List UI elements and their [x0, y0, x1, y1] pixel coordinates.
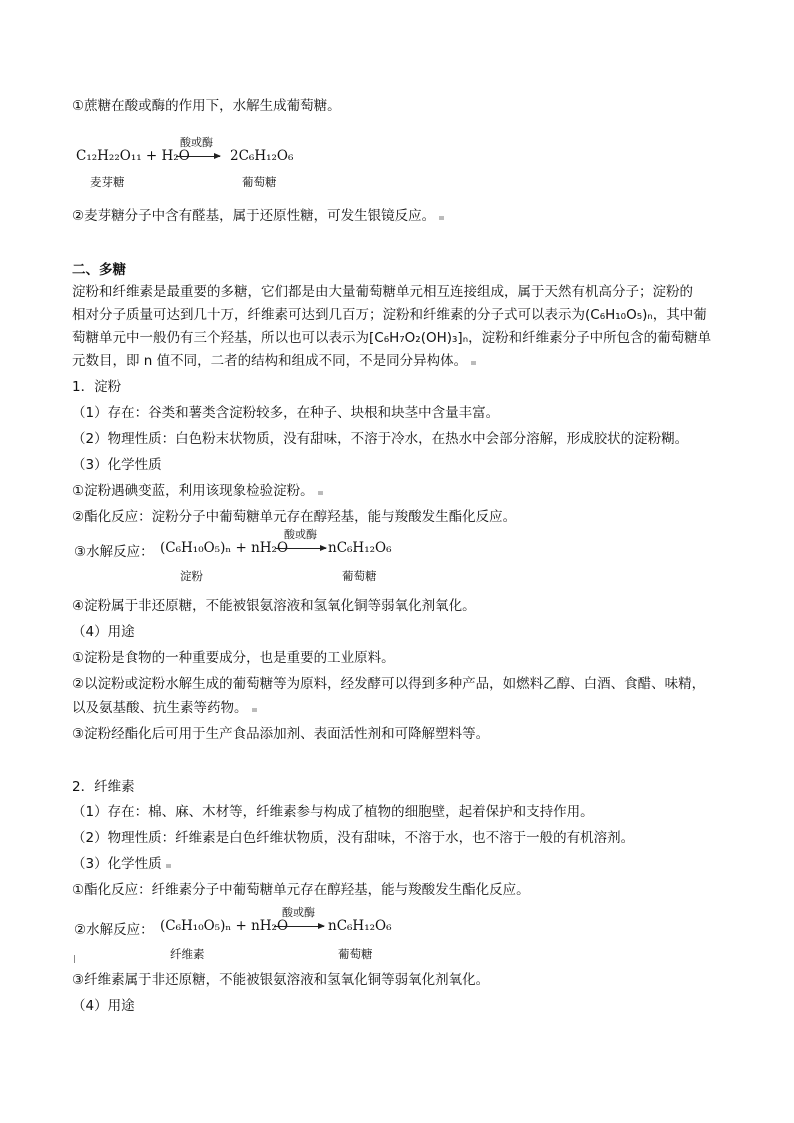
equation-label-product: 葡萄糖 — [342, 569, 377, 583]
starch-existence: （1）存在：谷类和薯类含淀粉较多，在种子、块根和块茎中含量丰富。 — [72, 405, 500, 421]
cellulose-chemical-properties-heading: （3）化学性质 — [72, 854, 171, 874]
equation-maltose-hydrolysis — [72, 134, 572, 190]
cellulose-physical-properties: （2）物理性质：纤维素是白色纤维状物质，没有甜味，不溶于水，也不溶于一般的有机溶剂。 — [72, 830, 635, 846]
equation-reactants: (C₆H₁₀O₅)ₙ + nH₂O — [160, 540, 289, 556]
equation-label-product: 葡萄糖 — [338, 947, 373, 961]
equation-label-product: 葡萄糖 — [242, 175, 277, 189]
equation-products: nC₆H₁₂O₆ — [328, 918, 392, 934]
equation-label-reactant: 麦芽糖 — [90, 175, 125, 189]
section-heading-polysaccharides: 二、多糖 — [72, 262, 126, 278]
anchor-mark-icon — [318, 491, 323, 495]
starch-physical-properties: （2）物理性质：白色粉末状物质，没有甜味，不溶于冷水，在热水中会部分溶解，形成胶状的淀粉糊。 — [72, 431, 689, 447]
equation-prefix: ②水解反应： — [74, 922, 154, 938]
starch-use-2: ②以淀粉或淀粉水解生成的葡萄糖等为原料，经发酵可以得到多种产品，如燃料乙醇、白酒、食醋、味精， — [72, 676, 706, 692]
cellulose-non-reducing: ③纤维素属于非还原糖，不能被银氨溶液和氢氧化铜等弱氧化剂氧化。 — [72, 972, 490, 988]
maltose-hydrolysis-text: ①蔗糖在酸或酶的作用下，水解生成葡萄糖。 — [72, 98, 341, 114]
equation-condition: 酸或酶 — [180, 136, 213, 149]
equation-starch-hydrolysis — [72, 528, 572, 584]
paragraph-line: 淀粉和纤维素是最重要的多糖，它们都是由大量葡萄糖单元相互连接组成，属于天然有机高分子；淀粉的 — [72, 284, 693, 300]
starch-iodine-test: ①淀粉遇碘变蓝，利用该现象检验淀粉。 — [72, 481, 323, 501]
starch-use-3: ③淀粉经酯化后可用于生产食品添加剂、表面活性剂和可降解塑料等。 — [72, 726, 490, 742]
reaction-arrow-icon — [176, 156, 220, 157]
starch-esterification: ②酯化反应：淀粉分子中葡萄糖单元存在醇羟基，能与羧酸发生酯化反应。 — [72, 509, 517, 525]
starch-uses-heading: （4）用途 — [72, 624, 135, 640]
margin-tick-mark — [74, 955, 75, 963]
equation-products: 2C₆H₁₂O₆ — [230, 148, 294, 164]
subsection-starch: 1．淀粉 — [72, 379, 122, 395]
anchor-mark-icon — [471, 361, 476, 365]
paragraph-line: 相对分子质量可达到几十万，纤维素可达到几百万；淀粉和纤维素的分子式可以表示为(C₆H₁₀O₅)ₙ，其中葡 — [72, 307, 707, 323]
starch-use-2-cont: 以及氨基酸、抗生素等药物。 — [72, 698, 257, 718]
anchor-mark-icon — [166, 864, 171, 868]
maltose-reducing-text: ②麦芽糖分子中含有醛基，属于还原性糖，可发生银镜反应。 — [72, 206, 444, 226]
cellulose-uses-heading: （4）用途 — [72, 998, 135, 1014]
cellulose-existence: （1）存在：棉、麻、木材等，纤维素参与构成了植物的细胞壁，起着保护和支持作用。 — [72, 804, 594, 820]
equation-cellulose-hydrolysis — [72, 904, 572, 960]
equation-reactants: (C₆H₁₀O₅)ₙ + nH₂O — [160, 918, 289, 934]
starch-use-1: ①淀粉是食物的一种重要成分，也是重要的工业原料。 — [72, 650, 395, 666]
equation-products: nC₆H₁₂O₆ — [328, 540, 392, 556]
equation-condition: 酸或酶 — [282, 906, 315, 919]
reaction-arrow-icon — [276, 548, 326, 549]
equation-reactants: C₁₂H₂₂O₁₁ + H₂O — [76, 148, 190, 164]
subsection-cellulose: 2．纤维素 — [72, 779, 135, 795]
anchor-mark-icon — [439, 216, 444, 220]
cellulose-esterification: ①酯化反应：纤维素分子中葡萄糖单元存在醇羟基，能与羧酸发生酯化反应。 — [72, 882, 530, 898]
equation-prefix: ③水解反应： — [74, 544, 154, 560]
equation-label-reactant: 淀粉 — [180, 569, 203, 583]
reaction-arrow-icon — [274, 926, 324, 927]
equation-label-reactant: 纤维素 — [170, 947, 205, 961]
paragraph-line: 萄糖单元中一般仍有三个羟基，所以也可以表示为[C₆H₇O₂(OH)₃]ₙ，淀粉和纤维素分子中所包含的葡萄糖单 — [72, 330, 712, 346]
starch-chemical-properties-heading: （3）化学性质 — [72, 457, 162, 473]
equation-condition: 酸或酶 — [284, 528, 317, 541]
anchor-mark-icon — [252, 708, 257, 712]
paragraph-line: 元数目，即 n 值不同，二者的结构和组成不同，不是同分异构体。 — [72, 351, 476, 371]
starch-non-reducing: ④淀粉属于非还原糖，不能被银氨溶液和氢氧化铜等弱氧化剂氧化。 — [72, 598, 476, 614]
